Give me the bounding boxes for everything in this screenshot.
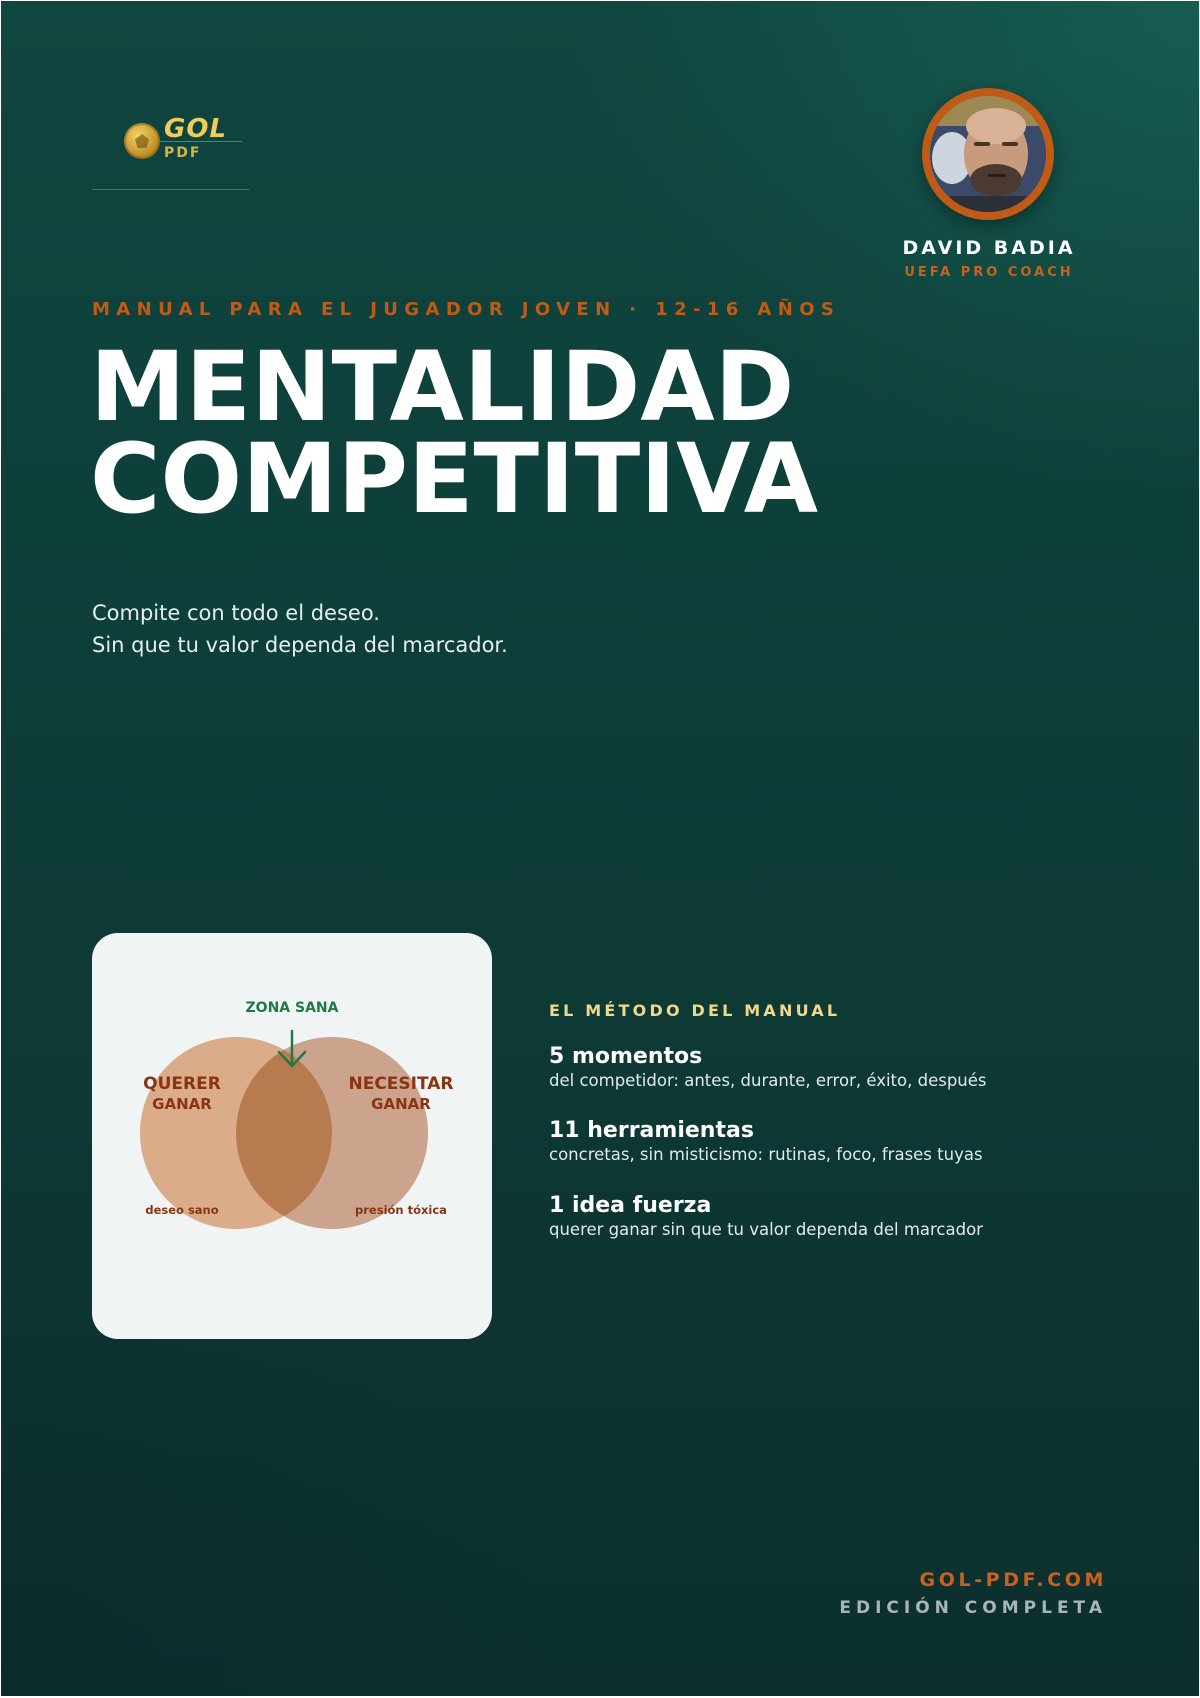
method-item	[549, 1193, 983, 1239]
venn-left-label-2: GANAR	[152, 1095, 212, 1113]
logo-sub: PDF	[164, 145, 202, 161]
cover-page	[1, 1, 1199, 1696]
title-line-2: COMPETITIVA	[90, 423, 819, 535]
venn-right-label-1: NECESITAR	[348, 1074, 454, 1094]
venn-diagram	[92, 933, 492, 1339]
method-item-title: 1 idea fuerza	[549, 1193, 712, 1218]
logo-divider	[92, 189, 249, 190]
author-photo	[930, 96, 1046, 212]
venn-right-label-2: GANAR	[371, 1095, 431, 1113]
title-line-1: MENTALIDAD	[90, 331, 795, 443]
cover-eyebrow: MANUAL PARA EL JUGADOR JOVEN · 12-16 AÑOS	[92, 299, 841, 320]
cover-title	[90, 331, 819, 535]
method-item	[549, 1118, 983, 1164]
author-role: UEFA PRO COACH	[904, 265, 1074, 280]
author-avatar	[922, 88, 1054, 220]
subtitle-line-1: Compite con todo el deseo.	[92, 601, 380, 625]
logo-name: GOL	[164, 114, 228, 144]
subtitle-line-2: Sin que tu valor dependa del marcador.	[92, 633, 508, 657]
venn-left-caption: deseo sano	[145, 1203, 219, 1217]
soccer-ball-icon	[124, 123, 160, 159]
venn-right-caption: presión tóxica	[355, 1203, 447, 1217]
cover-subtitle	[92, 597, 508, 661]
method-item-title: 5 momentos	[549, 1044, 703, 1069]
method-item-desc: del competidor: antes, durante, error, éxito, después	[549, 1071, 987, 1090]
gol-pdf-logo	[92, 111, 250, 191]
zona-sana-label: ZONA SANA	[245, 1000, 339, 1016]
footer-edition: EDICIÓN COMPLETA	[839, 1598, 1107, 1618]
method-item	[549, 1044, 987, 1090]
method-item-desc: querer ganar sin que tu valor dependa del marcador	[549, 1220, 983, 1239]
author-name: DAVID BADIA	[902, 237, 1076, 259]
method-heading: EL MÉTODO DEL MANUAL	[549, 1001, 841, 1020]
venn-left-label-1: QUERER	[143, 1074, 221, 1094]
venn-diagram-card	[92, 933, 492, 1339]
method-item-title: 11 herramientas	[549, 1118, 754, 1143]
footer-website-link[interactable]: GOL-PDF.COM	[919, 1569, 1107, 1591]
method-item-desc: concretas, sin misticismo: rutinas, foco, frases tuyas	[549, 1145, 983, 1164]
